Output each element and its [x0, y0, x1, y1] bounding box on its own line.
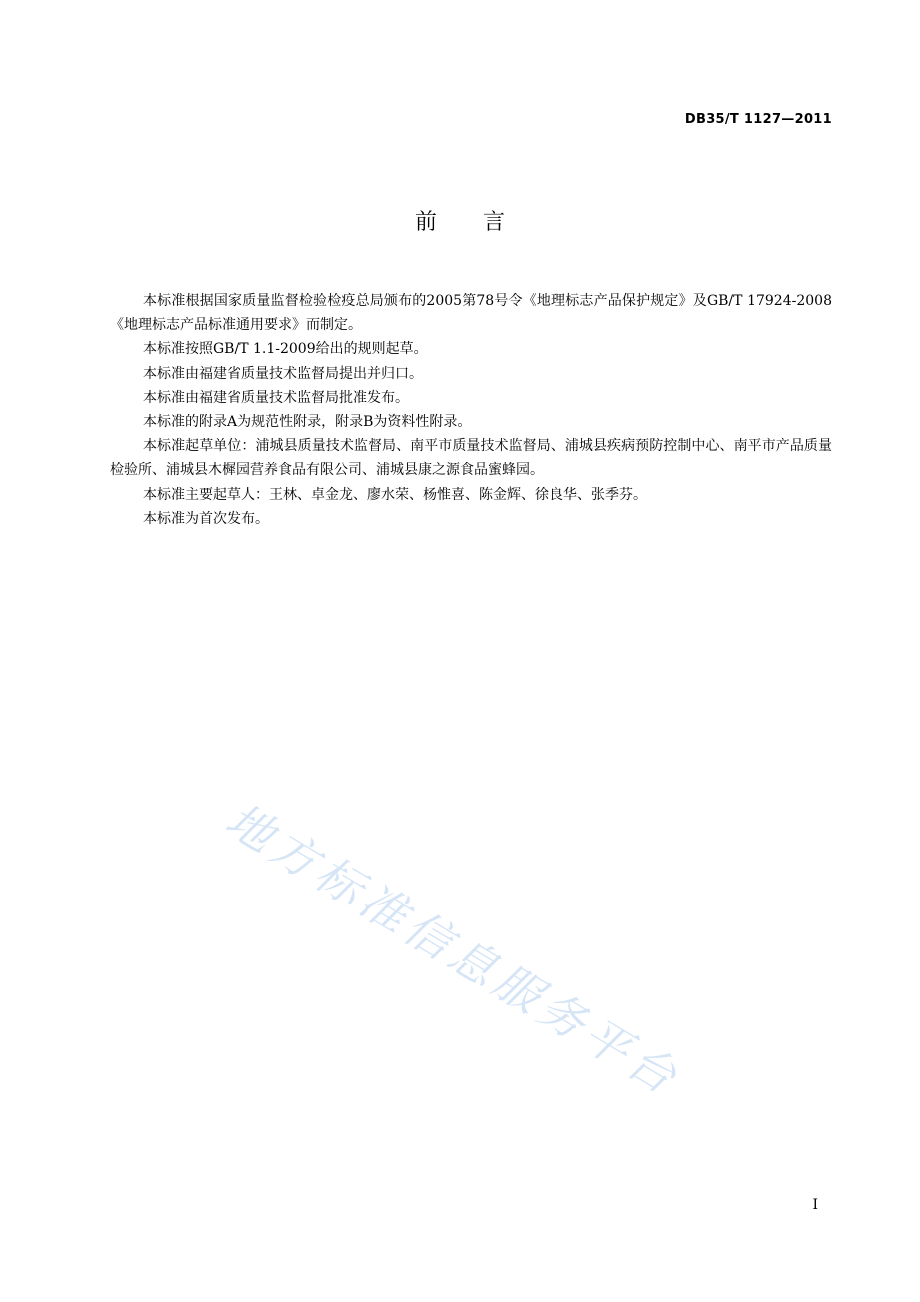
- paragraph: 本标准主要起草人：王林、卓金龙、廖水荣、杨惟喜、陈金辉、徐良华、张季芬。: [143, 486, 647, 503]
- paragraph: 本标准起草单位：浦城县质量技术监督局、南平市质量技术监督局、浦城县疾病预防控制中心、南平市产品质量检验所、浦城县木樨园营养食品有限公司、浦城县康之源食品蜜蜂园。: [110, 438, 832, 479]
- document-code: DB35/T 1127—2011: [684, 112, 832, 127]
- page-number: I: [812, 1197, 818, 1213]
- paragraph: 本标准的附录A为规范性附录，附录B为资料性附录。: [143, 414, 472, 431]
- paragraph: 本标准根据国家质量监督检验检疫总局颁布的2005第78号令《地理标志产品保护规定》及GB/T 17924-2008《地理标志产品标准通用要求》而制定。: [110, 293, 832, 334]
- paragraph: 本标准按照GB/T 1.1-2009给出的规则起草。: [143, 341, 428, 358]
- paragraph: 本标准由福建省质量技术监督局批准发布。: [143, 389, 409, 406]
- paragraph: 本标准为首次发布。: [143, 510, 269, 527]
- watermark: 地方标准信息服务平台: [216, 792, 691, 1107]
- paragraph: 本标准由福建省质量技术监督局提出并归口。: [143, 365, 423, 382]
- foreword-body: [110, 289, 832, 531]
- page-title: 前言: [414, 210, 551, 235]
